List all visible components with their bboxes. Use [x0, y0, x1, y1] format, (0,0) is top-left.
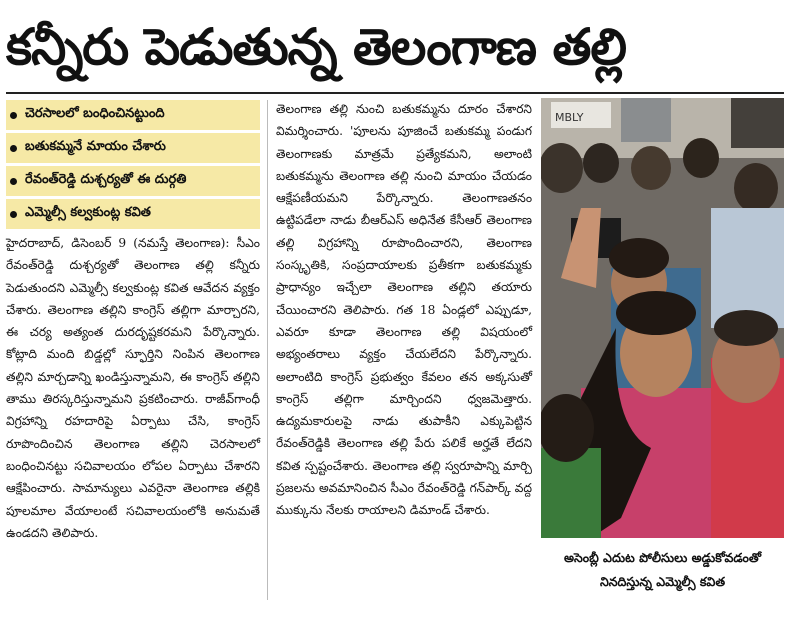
- bullet-dot-icon: [10, 178, 17, 185]
- highlight-item: చెరసాలలో బంధించినట్టుంది: [6, 100, 260, 130]
- highlight-item: రేవంత్‌రెడ్డి దుశ్చర్యతో ఈ దుర్గతి: [6, 166, 260, 196]
- highlight-item: ఎమ్మెల్సీ కల్వకుంట్ల కవిత: [6, 199, 260, 229]
- bullet-dot-icon: [10, 211, 17, 218]
- photo-caption: [541, 546, 784, 594]
- column-divider: [267, 100, 268, 600]
- bullet-dot-icon: [10, 145, 17, 152]
- news-photo: [541, 98, 784, 538]
- photo-sign-text: MBLY: [555, 111, 584, 124]
- article-column-1: హైదరాబాద్, డిసెంబర్ 9 (నమస్తే తెలంగాణ): సీఎం రేవంత్‌రెడ్డి దుశ్చర్యతో తెలంగాణ తల్లి కన్నీరు పెడుతుందని ఎమ్మెల్సీ కల్వకుంట్ల కవిత ఆవేదన వ్యక్తం చేశారు. తెలంగాణ తల్లిని కాంగ్రెస్ తల్లిగా మార్చారని, ఈ చర్య అత్యంత దురదృష్టకరమని పేర్కొన్నారు. కోట్లాది మంది బిడ్డల్లో స్ఫూర్తిని నింపిన తెలంగాణ తల్లిని మార్చడాన్ని ఖండిస్తున్నామని, ఈ కాంగ్రెస్ తల్లిని తాము తిరస్కరిస్తున్నామని ప్రకటించారు. రాజీవ్‌గాంధీ విగ్రహాన్ని రహదారిపై ఏర్పాటు చేసి, కాంగ్రెస్ రూపొందించిన తెలంగాణ తల్లిని చెరసాలలో బంధించినట్టు సచివాలయం లోపల ఏర్పాటు చేశారని ఆక్షేపించారు. సామాన్యులు ఎవరైనా తెలంగాణ తల్లికి పూలమాల వేయాలంటే సచివాలయంలోకి అనుమతే ఉండదని తెలిపారు.: [6, 236, 260, 540]
- headline-rule: [6, 92, 784, 94]
- article-column-2: తెలంగాణ తల్లి నుంచి బతుకమ్మను దూరం చేశారని విమర్శించారు. 'పూలను పూజించే బతుకమ్మ పండుగ తెలంగాణకు మాత్రమే ప్రత్యేకమని, అలాంటి బతుకమ్మను తెలంగాణ తల్లి నుంచి మాయం చేయడం ఆక్షేపణీయమని పేర్కొన్నారు. తెలంగాణతనం ఉట్టిపడేలా నాడు బీఆర్‌ఎస్ అధినేత కేసీఆర్ తెలంగాణ తల్లి విగ్రహాన్ని రూపొందించారని, తెలంగాణ సంస్కృతికి, సంప్రదాయాలకు ప్రతీకగా బతుకమ్మకు ప్రాధాన్యం ఇచ్చేలా తెలంగాణ తల్లిని తయారు చేయించారని తెలిపారు. గత 18 ఏండ్లలో ఎప్పుడూ, ఎవరూ కూడా తెలంగాణ తల్లి విషయంలో అభ్యంతరాలు వ్యక్తం చేయలేదని పేర్కొన్నారు. అలాంటిది కాంగ్రెస్ ప్రభుత్వం కేవలం తన అక్కసుతో కాంగ్రెస్ తల్లిగా మార్చిందని ధ్వజమెత్తారు. ఉద్యమకారులపై నాడు తుపాకీని ఎక్కుపెట్టిన రేవంత్‌రెడ్డికి తెలంగాణ తల్లి పేరు పలికే అర్హతే లేదని కవిత స్పష్టంచేశారు. తెలంగాణ తల్లి స్వరూపాన్ని మార్చి ప్రజలను అవమానించిన సీఎం రేవంత్‌రెడ్డి గన్‌పార్క్ వద్ద ముక్కును నేలకు రాయాలని డిమాండ్ చేశారు.: [276, 102, 532, 518]
- bullet-dot-icon: [10, 112, 17, 119]
- caption-line: అసెంబ్లీ ఎదుట పోలీసులు అడ్డుకోవడంతో: [563, 550, 762, 565]
- caption-line: నినదిస్తున్న ఎమ్మెల్సీ కవిత: [599, 574, 726, 589]
- highlight-item: బతుకమ్మనే మాయం చేశారు: [6, 133, 260, 163]
- highlights-box: [6, 100, 260, 232]
- headline: కన్నీరు పెడుతున్న తెలంగాణ తల్లి: [6, 18, 627, 76]
